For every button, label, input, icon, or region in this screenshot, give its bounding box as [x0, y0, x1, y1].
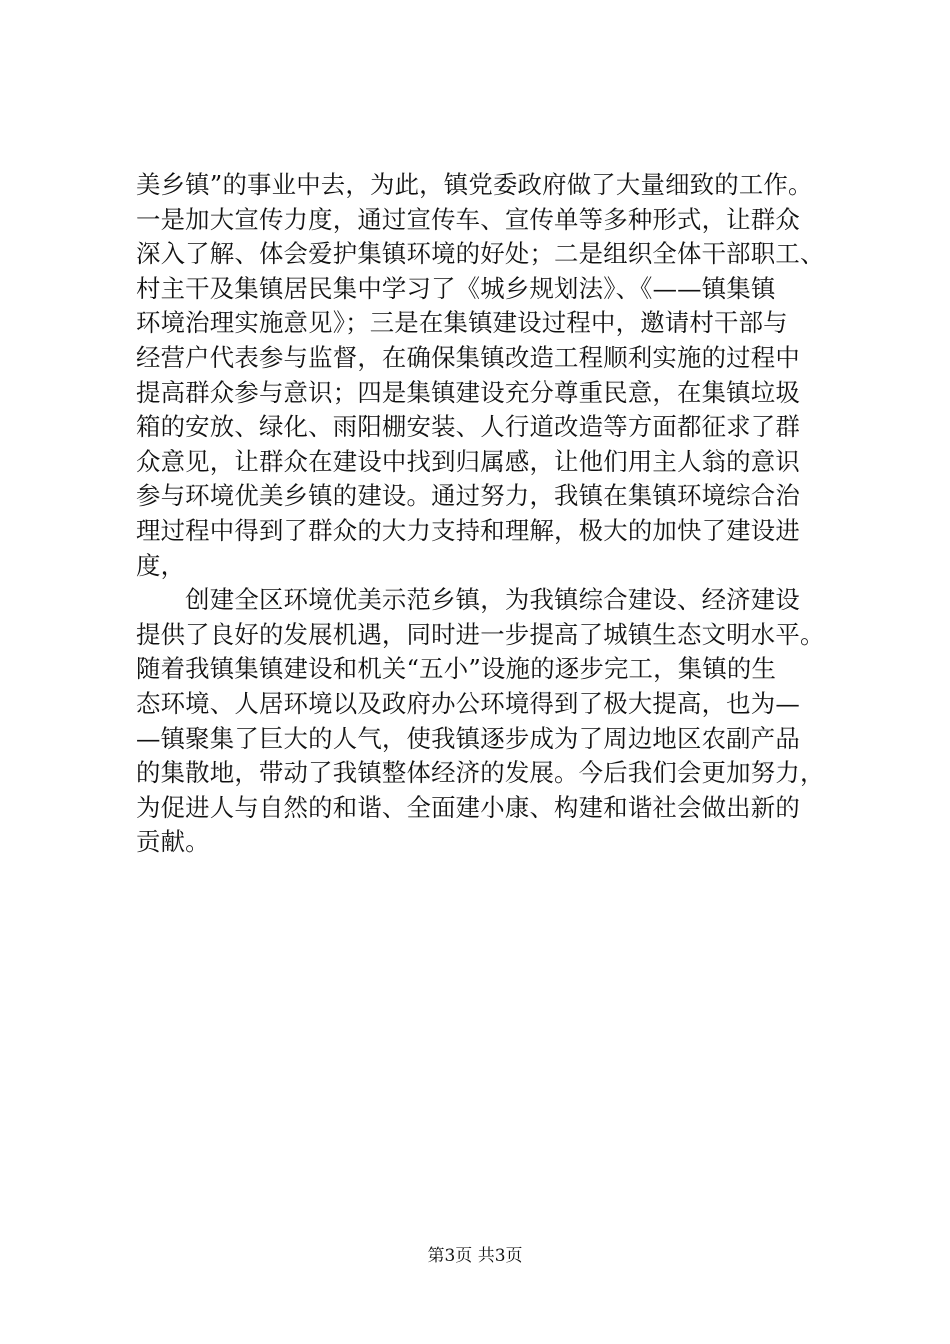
text-line: 的集散地，带动了我镇整体经济的发展。今后我们会更加努力， — [136, 758, 825, 788]
text-line: 参与环境优美乡镇的建设。通过努力，我镇在集镇环境综合治 — [136, 481, 800, 511]
text-line: —镇聚集了巨大的人气，使我镇逐步成为了周边地区农副产品 — [136, 723, 800, 753]
text-line: 理过程中得到了群众的大力支持和理解，极大的加快了建设进 — [136, 515, 800, 545]
page-number-footer: 第3页 共3页 — [427, 1246, 523, 1266]
text-line: 随着我镇集镇建设和机关“五小”设施的逐步完工，集镇的生 — [136, 654, 777, 684]
text-line: 众意见，让群众在建设中找到归属感，让他们用主人翁的意识 — [136, 446, 800, 476]
text-line: 度， — [136, 550, 186, 580]
text-line: 态环境、人居环境以及政府办公环境得到了极大提高，也为— — [136, 688, 800, 718]
text-line: 环境治理实施意见》；三是在集镇建设过程中，邀请村干部与 — [136, 308, 788, 338]
text-line: 为促进人与自然的和谐、全面建小康、构建和谐社会做出新的 — [136, 792, 800, 822]
text-line: 贡献。 — [136, 827, 210, 857]
text-line: 一是加大宣传力度，通过宣传车、宣传单等多种形式，让群众 — [136, 204, 800, 234]
text-line: 深入了解、体会爱护集镇环境的好处；二是组织全体干部职工、 — [136, 239, 825, 269]
text-line: 提供了良好的发展机遇，同时进一步提高了城镇生态文明水平。 — [136, 619, 825, 649]
text-line: 提高群众参与意识；四是集镇建设充分尊重民意，在集镇垃圾 — [136, 377, 800, 407]
text-line: 箱的安放、绿化、雨阳棚安装、人行道改造等方面都征求了群 — [136, 412, 800, 442]
body-text — [136, 168, 836, 860]
text-line: 村主干及集镇居民集中学习了《城乡规划法》、《——镇集镇 — [136, 273, 776, 303]
text-line: 美乡镇”的事业中去，为此，镇党委政府做了大量细致的工作。 — [136, 170, 813, 199]
text-line: 创建全区环境优美示范乡镇，为我镇综合建设、经济建设 — [136, 585, 800, 615]
text-line: 经营户代表参与监督，在确保集镇改造工程顺利实施的过程中 — [136, 342, 800, 372]
